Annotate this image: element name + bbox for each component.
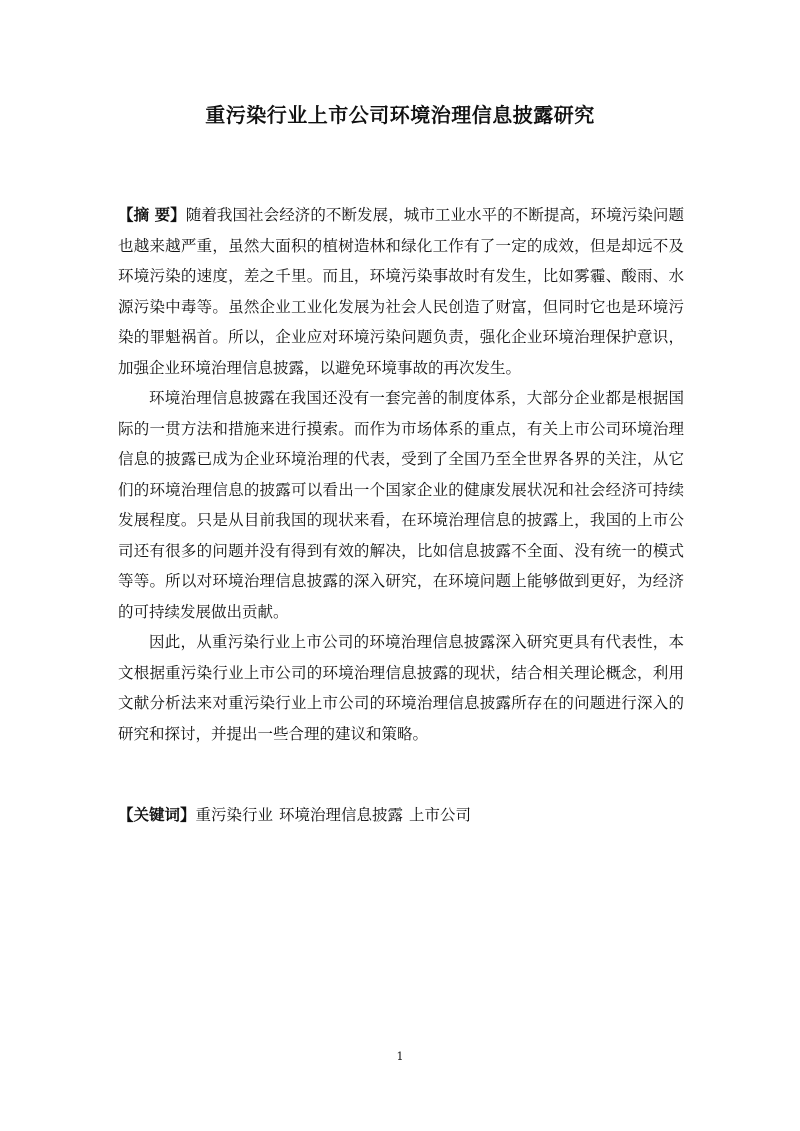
abstract-paragraph (118, 200, 684, 383)
abstract-label: 【摘 要】 (118, 206, 186, 224)
document-title: 重污染行业上市公司环境治理信息披露研究 (205, 103, 595, 127)
page-number: 1 (396, 1050, 404, 1063)
keyword-item: 重污染行业 (195, 806, 274, 824)
abstract-text: 随着我国社会经济的不断发展，城市工业水平的不断提高，环境污染问题也越来越严重，虽然大面积的植树造林和绿化工作有了一定的成效，但是却远不及环境污染的速度，差之千里。而且，环境污染事故时有发生，比如雾霾、酸雨、水源污染中毒等。虽然企业工业化发展为社会人民创造了财富，但同时它也是环境污染的罪魁祸首。所以，企业应对环境污染问题负责，强化企业环境治理保护意识，加强企业环境治理信息披露，以避免环境事故的再次发生。 (118, 206, 684, 377)
keywords-line (118, 800, 684, 830)
document-body (118, 200, 684, 749)
body-paragraph-2: 因此，从重污染行业上市公司的环境治理信息披露深入研究更具有代表性，本文根据重污染行业上市公司的环境治理信息披露的现状，结合相关理论概念，利用文献分析法来对重污染行业上市公司的环境治理信息披露所存在的问题进行深入的研究和探讨，并提出一些合理的建议和策略。 (118, 633, 684, 743)
keyword-item: 环境治理信息披露 (279, 806, 404, 824)
keywords-label: 【关键词】 (118, 806, 196, 824)
keyword-item: 上市公司 (409, 806, 472, 824)
body-paragraph-1: 环境治理信息披露在我国还没有一套完善的制度体系，大部分企业都是根据国际的一贯方法和措施来进行摸索。而作为市场体系的重点，有关上市公司环境治理信息的披露已成为企业环境治理的代表，受到了全国乃至全世界各界的关注，从它们的环境治理信息的披露可以看出一个国家企业的健康发展状况和社会经济可持续发展程度。只是从目前我国的现状来看，在环境治理信息的披露上，我国的上市公司还有很多的问题并没有得到有效的解决，比如信息披露不全面、没有统一的模式等等。所以对环境治理信息披露的深入研究，在环境问题上能够做到更好，为经济的可持续发展做出贡献。 (118, 389, 684, 621)
